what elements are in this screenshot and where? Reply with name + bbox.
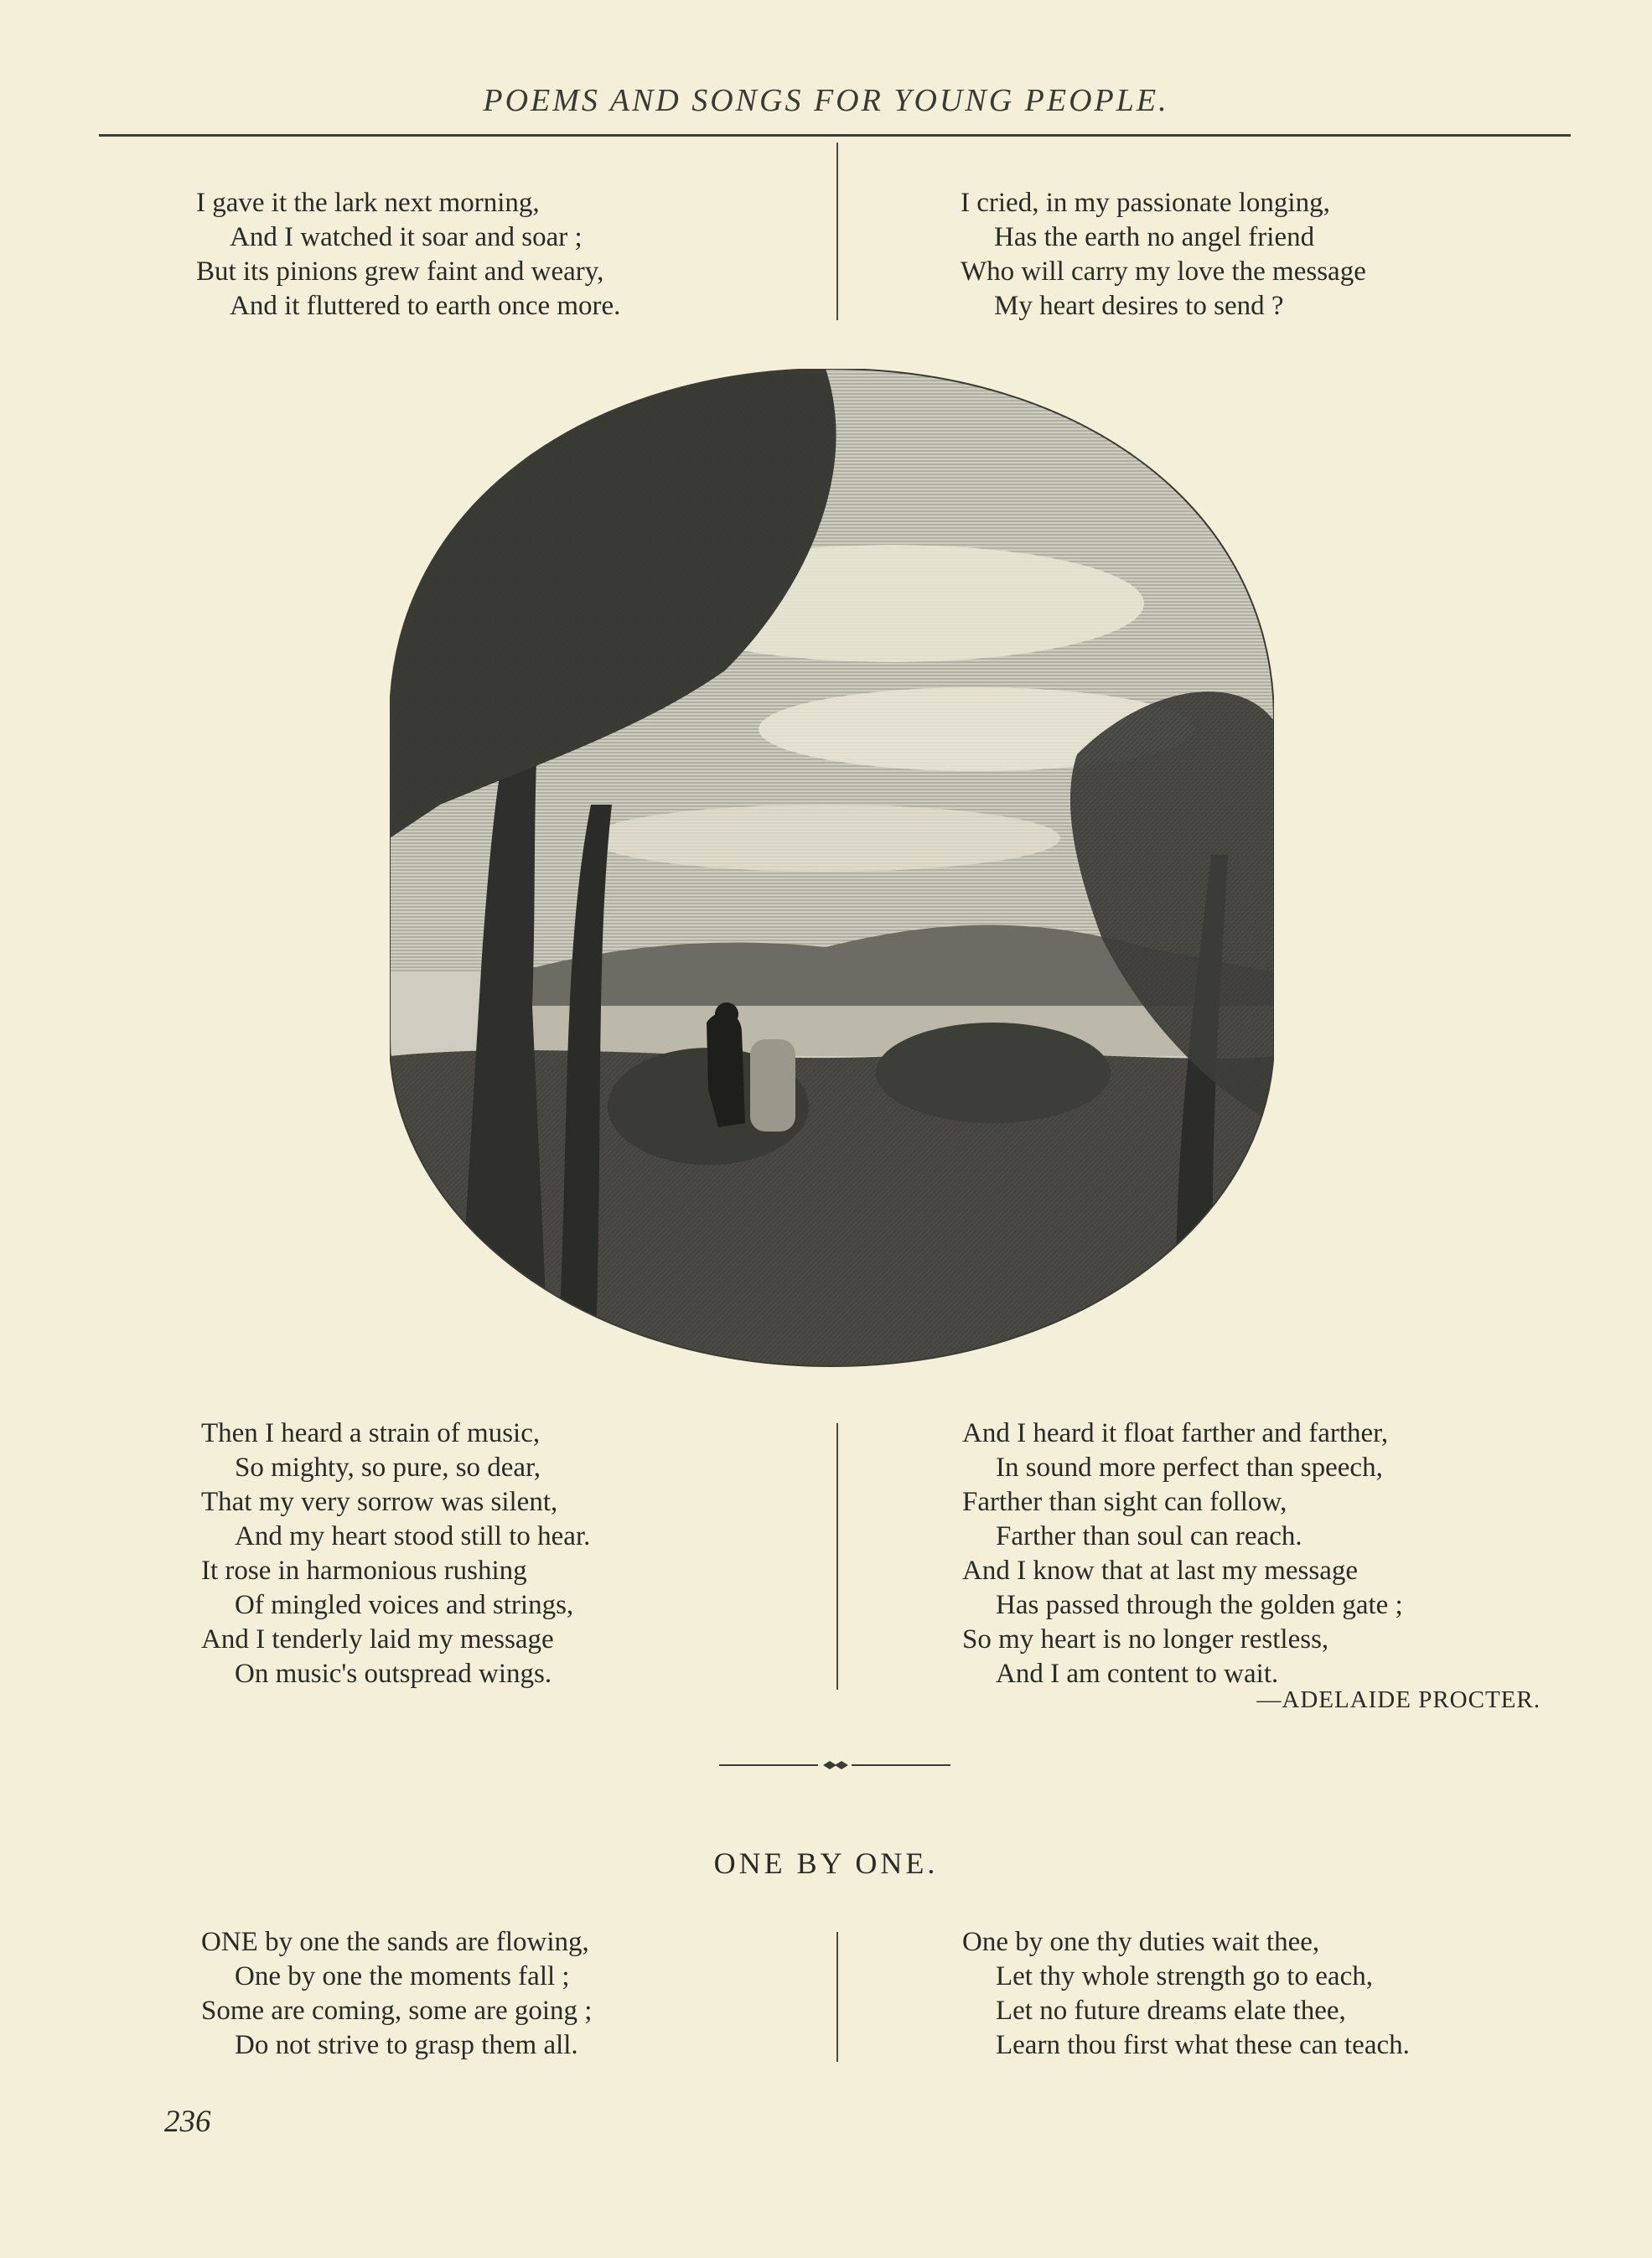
verse-line: ONE by one the sands are flowing,	[201, 1927, 589, 1957]
verse-line: And I am content to wait.	[996, 1659, 1279, 1689]
verse-line: And I watched it soar and soar ;	[230, 222, 583, 252]
column-divider	[836, 1423, 838, 1690]
verse-line: Farther than sight can follow,	[962, 1487, 1287, 1517]
verse-line: Let no future dreams elate thee,	[996, 1996, 1346, 2026]
verse-line: Has passed through the golden gate ;	[996, 1590, 1403, 1620]
verse-line: And my heart stood still to hear.	[235, 1521, 591, 1551]
verse-line: One by one thy duties wait thee,	[962, 1927, 1320, 1957]
poem1-left-stanza-top	[196, 186, 620, 324]
poem-title: ONE BY ONE.	[713, 1846, 939, 1880]
verse-line: I gave it the lark next morning,	[196, 188, 540, 218]
verse-line: On music's outspread wings.	[235, 1659, 552, 1689]
verse-line: Some are coming, some are going ;	[201, 1996, 593, 2026]
section-divider-ornament	[719, 1757, 950, 1774]
verse-line: Who will carry my love the message	[961, 256, 1366, 287]
poem2-left-stanza	[201, 1925, 592, 2063]
running-head: POEMS AND SONGS FOR YOUNG PEOPLE.	[483, 83, 1169, 118]
column-divider	[836, 142, 838, 320]
verse-line: My heart desires to send ?	[994, 291, 1284, 321]
header-rule	[99, 134, 1571, 137]
poem1-right-stanza-bottom	[962, 1416, 1403, 1691]
verse-line: So my heart is no longer restless,	[962, 1624, 1329, 1655]
verse-line: Of mingled voices and strings,	[235, 1590, 574, 1620]
verse-line: But its pinions grew faint and weary,	[196, 256, 604, 287]
poem2-right-stanza	[962, 1925, 1410, 2063]
verse-line: One by one the moments fall ;	[235, 1961, 570, 1991]
verse-line: And I know that at last my message	[962, 1556, 1358, 1586]
poem1-right-stanza-top	[961, 186, 1366, 324]
verse-line: Let thy whole strength go to each,	[996, 1961, 1373, 1991]
verse-line: I cried, in my passionate longing,	[961, 188, 1330, 218]
page-number: 236	[164, 2105, 211, 2139]
verse-line: Farther than soul can reach.	[996, 1521, 1302, 1551]
verse-line: Has the earth no angel friend	[994, 222, 1315, 252]
verse-line: It rose in harmonious rushing	[201, 1556, 527, 1586]
poem-attribution: —ADELAIDE PROCTER.	[1256, 1686, 1541, 1713]
verse-line: So mighty, so pure, so dear,	[235, 1453, 541, 1483]
column-divider	[836, 1932, 838, 2062]
verse-line: In sound more perfect than speech,	[996, 1453, 1383, 1483]
verse-line: Do not strive to grasp them all.	[235, 2030, 578, 2060]
verse-line: And I tenderly laid my message	[201, 1624, 554, 1655]
poem1-left-stanza-bottom	[201, 1416, 590, 1691]
verse-line: Learn thou first what these can teach.	[996, 2030, 1410, 2060]
engraving-landscape-illustration	[390, 369, 1274, 1370]
verse-line: Then I heard a strain of music,	[201, 1418, 541, 1448]
verse-line: And I heard it float farther and farther,	[962, 1418, 1389, 1448]
verse-line: That my very sorrow was silent,	[201, 1487, 558, 1517]
verse-line: And it fluttered to earth once more.	[230, 291, 621, 321]
